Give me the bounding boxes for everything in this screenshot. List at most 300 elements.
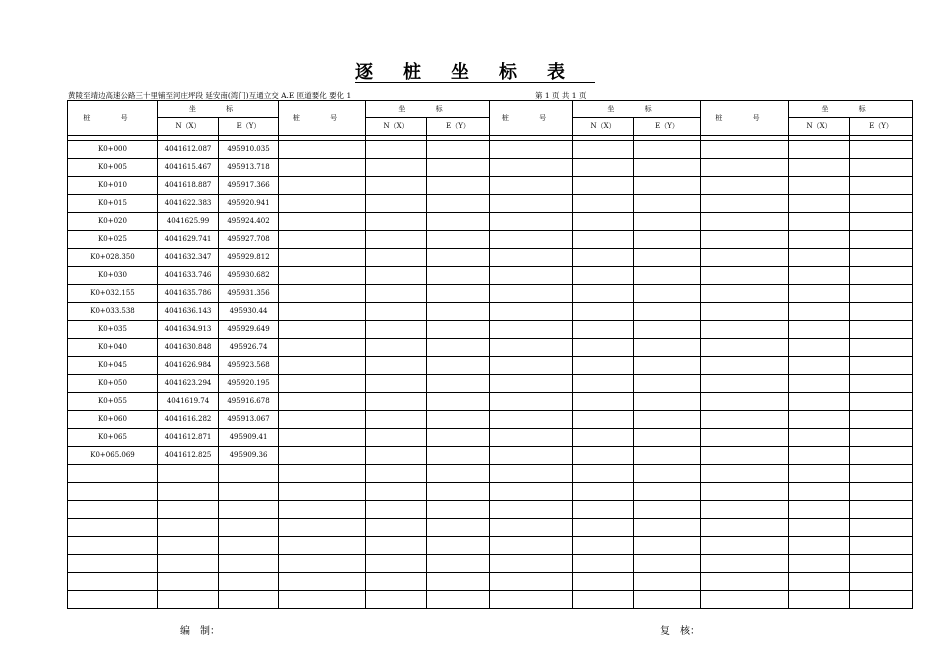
empty-cell (279, 321, 366, 339)
empty-cell (789, 339, 850, 357)
prepared-by-label: 编 制： (180, 626, 220, 637)
empty-cell (490, 537, 573, 555)
station-header: 桩 号 (279, 101, 366, 136)
empty-cell (850, 465, 913, 483)
empty-cell (634, 411, 701, 429)
empty-cell (789, 447, 850, 465)
table-row (68, 321, 913, 339)
empty-cell (68, 483, 158, 501)
cell-station: K0+000 (68, 141, 158, 159)
empty-cell (573, 321, 634, 339)
empty-cell (789, 195, 850, 213)
empty-cell (850, 267, 913, 285)
empty-cell (490, 501, 573, 519)
cell-n: 4041632.347 (158, 249, 219, 267)
empty-cell (427, 177, 490, 195)
empty-cell (490, 213, 573, 231)
table-row (68, 159, 913, 177)
empty-cell (490, 339, 573, 357)
cell-n: 4041623.294 (158, 375, 219, 393)
cell-station: K0+055 (68, 393, 158, 411)
empty-row (68, 465, 913, 483)
empty-cell (573, 591, 634, 609)
empty-cell (279, 285, 366, 303)
empty-cell (427, 447, 490, 465)
empty-cell (366, 321, 427, 339)
cell-e: 495923.568 (219, 357, 279, 375)
empty-cell (701, 267, 789, 285)
empty-cell (573, 555, 634, 573)
empty-cell (573, 267, 634, 285)
empty-cell (573, 501, 634, 519)
empty-cell (490, 303, 573, 321)
cell-n: 4041634.913 (158, 321, 219, 339)
cell-station: K0+035 (68, 321, 158, 339)
empty-cell (789, 393, 850, 411)
empty-cell (701, 321, 789, 339)
cell-e: 495927.708 (219, 231, 279, 249)
empty-cell (366, 177, 427, 195)
empty-cell (68, 501, 158, 519)
empty-cell (366, 591, 427, 609)
coord-header: 坐 标 (158, 101, 279, 118)
empty-cell (789, 429, 850, 447)
empty-cell (366, 465, 427, 483)
empty-cell (158, 519, 219, 537)
empty-cell (366, 375, 427, 393)
cell-e: 495929.812 (219, 249, 279, 267)
project-subtitle: 黄陵至靖边高速公路三十里铺至河庄坪段 延安南(湾门)互通立交 A.E 匝道要化 要化 1 (68, 91, 352, 100)
empty-cell (701, 231, 789, 249)
empty-cell (789, 465, 850, 483)
empty-cell (490, 591, 573, 609)
cell-station: K0+045 (68, 357, 158, 375)
empty-cell (701, 303, 789, 321)
empty-cell (850, 195, 913, 213)
empty-cell (789, 267, 850, 285)
empty-cell (427, 501, 490, 519)
empty-cell (789, 249, 850, 267)
cell-e: 495913.067 (219, 411, 279, 429)
table-row (68, 357, 913, 375)
empty-cell (573, 285, 634, 303)
empty-cell (850, 285, 913, 303)
cell-n: 4041612.871 (158, 429, 219, 447)
empty-cell (573, 177, 634, 195)
empty-cell (279, 141, 366, 159)
empty-row (68, 591, 913, 609)
empty-cell (789, 321, 850, 339)
empty-cell (850, 141, 913, 159)
empty-cell (279, 339, 366, 357)
empty-cell (279, 159, 366, 177)
n-header: N（X） (366, 118, 427, 136)
empty-cell (573, 249, 634, 267)
empty-cell (850, 321, 913, 339)
empty-cell (701, 285, 789, 303)
empty-cell (427, 465, 490, 483)
empty-cell (634, 339, 701, 357)
cell-n: 4041619.74 (158, 393, 219, 411)
cell-station: K0+025 (68, 231, 158, 249)
empty-cell (634, 213, 701, 231)
empty-cell (573, 375, 634, 393)
cell-n: 4041633.746 (158, 267, 219, 285)
empty-cell (789, 357, 850, 375)
cell-n: 4041618.887 (158, 177, 219, 195)
empty-cell (279, 465, 366, 483)
cell-station: K0+065.069 (68, 447, 158, 465)
empty-cell (366, 519, 427, 537)
empty-cell (490, 267, 573, 285)
empty-cell (634, 375, 701, 393)
empty-cell (573, 519, 634, 537)
empty-cell (634, 231, 701, 249)
empty-cell (789, 519, 850, 537)
empty-cell (850, 429, 913, 447)
empty-cell (427, 537, 490, 555)
empty-cell (850, 411, 913, 429)
empty-cell (634, 177, 701, 195)
empty-cell (279, 555, 366, 573)
empty-cell (850, 375, 913, 393)
n-header: N（X） (789, 118, 850, 136)
empty-row (68, 555, 913, 573)
cell-station: K0+030 (68, 267, 158, 285)
table-row (68, 429, 913, 447)
station-header: 桩 号 (68, 101, 158, 136)
empty-cell (573, 429, 634, 447)
station-header: 桩 号 (701, 101, 789, 136)
empty-cell (573, 447, 634, 465)
empty-cell (366, 339, 427, 357)
empty-cell (850, 231, 913, 249)
cell-station: K0+028.350 (68, 249, 158, 267)
empty-cell (427, 195, 490, 213)
empty-cell (573, 213, 634, 231)
empty-cell (789, 213, 850, 231)
empty-cell (701, 195, 789, 213)
coordinate-table (67, 100, 913, 609)
cell-station: K0+033.538 (68, 303, 158, 321)
empty-cell (850, 483, 913, 501)
empty-cell (634, 285, 701, 303)
empty-cell (573, 393, 634, 411)
table-row (68, 213, 913, 231)
empty-cell (850, 573, 913, 591)
empty-cell (490, 159, 573, 177)
empty-cell (634, 321, 701, 339)
n-header: N（X） (158, 118, 219, 136)
coord-header: 坐 标 (366, 101, 490, 118)
empty-cell (701, 357, 789, 375)
empty-cell (427, 393, 490, 411)
empty-cell (366, 267, 427, 285)
empty-cell (427, 285, 490, 303)
empty-row (68, 537, 913, 555)
e-header: E（Y） (634, 118, 701, 136)
empty-cell (850, 303, 913, 321)
empty-cell (279, 591, 366, 609)
empty-cell (427, 339, 490, 357)
empty-cell (634, 591, 701, 609)
empty-cell (68, 591, 158, 609)
cell-station: K0+060 (68, 411, 158, 429)
empty-cell (701, 591, 789, 609)
cell-station: K0+020 (68, 213, 158, 231)
empty-cell (634, 447, 701, 465)
empty-cell (68, 537, 158, 555)
empty-cell (366, 159, 427, 177)
empty-cell (573, 231, 634, 249)
empty-cell (634, 303, 701, 321)
empty-cell (158, 591, 219, 609)
empty-cell (219, 537, 279, 555)
table-row (68, 177, 913, 195)
reviewed-by-label: 复 核： (660, 626, 700, 637)
cell-n: 4041612.087 (158, 141, 219, 159)
empty-cell (427, 141, 490, 159)
empty-cell (366, 411, 427, 429)
empty-cell (701, 213, 789, 231)
empty-cell (427, 159, 490, 177)
cell-e: 495909.36 (219, 447, 279, 465)
empty-cell (490, 447, 573, 465)
empty-cell (789, 591, 850, 609)
empty-cell (427, 357, 490, 375)
empty-cell (701, 573, 789, 591)
n-header: N（X） (573, 118, 634, 136)
empty-cell (850, 249, 913, 267)
empty-cell (68, 555, 158, 573)
table-row (68, 267, 913, 285)
empty-cell (219, 501, 279, 519)
empty-cell (701, 339, 789, 357)
empty-cell (219, 483, 279, 501)
empty-cell (789, 303, 850, 321)
cell-e: 495910.035 (219, 141, 279, 159)
empty-cell (366, 231, 427, 249)
table-row (68, 285, 913, 303)
empty-cell (427, 231, 490, 249)
empty-cell (789, 555, 850, 573)
empty-cell (219, 573, 279, 591)
empty-cell (68, 573, 158, 591)
empty-cell (850, 555, 913, 573)
cell-e: 495926.74 (219, 339, 279, 357)
empty-cell (279, 267, 366, 285)
cell-station: K0+015 (68, 195, 158, 213)
empty-cell (490, 357, 573, 375)
cell-station: K0+010 (68, 177, 158, 195)
cell-n: 4041636.143 (158, 303, 219, 321)
e-header: E（Y） (219, 118, 279, 136)
empty-cell (158, 465, 219, 483)
page-info: 第 1 页 共 1 页 (535, 91, 587, 100)
cell-n: 4041622.383 (158, 195, 219, 213)
empty-cell (366, 555, 427, 573)
empty-cell (490, 519, 573, 537)
cell-n: 4041630.848 (158, 339, 219, 357)
cell-e: 495920.195 (219, 375, 279, 393)
empty-cell (490, 375, 573, 393)
empty-cell (219, 555, 279, 573)
empty-cell (490, 285, 573, 303)
empty-cell (789, 141, 850, 159)
empty-cell (279, 303, 366, 321)
empty-cell (366, 141, 427, 159)
cell-e: 495924.402 (219, 213, 279, 231)
empty-cell (701, 177, 789, 195)
empty-cell (701, 249, 789, 267)
empty-cell (634, 501, 701, 519)
empty-cell (279, 393, 366, 411)
cell-e: 495929.649 (219, 321, 279, 339)
empty-cell (366, 573, 427, 591)
empty-cell (634, 159, 701, 177)
empty-cell (850, 339, 913, 357)
empty-cell (279, 177, 366, 195)
empty-cell (279, 213, 366, 231)
empty-cell (789, 375, 850, 393)
empty-cell (701, 465, 789, 483)
cell-n: 4041626.984 (158, 357, 219, 375)
cell-n: 4041616.282 (158, 411, 219, 429)
empty-cell (850, 357, 913, 375)
empty-cell (789, 411, 850, 429)
table-row (68, 303, 913, 321)
empty-cell (279, 195, 366, 213)
empty-cell (789, 285, 850, 303)
cell-station: K0+032.155 (68, 285, 158, 303)
table-row (68, 447, 913, 465)
cell-n: 4041625.99 (158, 213, 219, 231)
empty-cell (427, 591, 490, 609)
empty-cell (279, 483, 366, 501)
empty-cell (701, 375, 789, 393)
empty-cell (701, 501, 789, 519)
empty-cell (490, 573, 573, 591)
empty-cell (850, 447, 913, 465)
cell-e: 495913.718 (219, 159, 279, 177)
empty-cell (158, 537, 219, 555)
empty-cell (366, 429, 427, 447)
empty-cell (279, 375, 366, 393)
empty-cell (850, 393, 913, 411)
empty-cell (789, 501, 850, 519)
empty-cell (789, 537, 850, 555)
cell-n: 4041612.825 (158, 447, 219, 465)
table-row (68, 141, 913, 159)
empty-cell (279, 519, 366, 537)
empty-cell (219, 465, 279, 483)
empty-cell (573, 483, 634, 501)
coord-header: 坐 标 (789, 101, 913, 118)
cell-n: 4041615.467 (158, 159, 219, 177)
cell-e: 495931.356 (219, 285, 279, 303)
cell-e: 495920.941 (219, 195, 279, 213)
empty-cell (427, 375, 490, 393)
empty-cell (573, 195, 634, 213)
cell-e: 495909.41 (219, 429, 279, 447)
empty-cell (490, 465, 573, 483)
cell-n: 4041629.741 (158, 231, 219, 249)
cell-n: 4041635.786 (158, 285, 219, 303)
empty-cell (427, 429, 490, 447)
empty-cell (490, 177, 573, 195)
empty-cell (634, 537, 701, 555)
empty-cell (427, 213, 490, 231)
empty-cell (789, 573, 850, 591)
empty-cell (279, 357, 366, 375)
empty-cell (573, 465, 634, 483)
empty-cell (634, 519, 701, 537)
empty-cell (701, 519, 789, 537)
empty-cell (850, 159, 913, 177)
empty-cell (701, 411, 789, 429)
empty-cell (634, 357, 701, 375)
empty-cell (219, 591, 279, 609)
empty-cell (279, 429, 366, 447)
empty-cell (573, 303, 634, 321)
table-row (68, 195, 913, 213)
empty-row (68, 501, 913, 519)
empty-cell (573, 141, 634, 159)
empty-cell (279, 537, 366, 555)
empty-cell (634, 429, 701, 447)
empty-cell (701, 393, 789, 411)
empty-cell (427, 519, 490, 537)
table-row (68, 231, 913, 249)
empty-cell (366, 483, 427, 501)
empty-cell (427, 555, 490, 573)
empty-row (68, 483, 913, 501)
empty-cell (789, 177, 850, 195)
empty-cell (219, 519, 279, 537)
empty-cell (158, 573, 219, 591)
empty-cell (850, 519, 913, 537)
empty-cell (366, 501, 427, 519)
empty-cell (366, 537, 427, 555)
empty-cell (701, 429, 789, 447)
empty-cell (634, 483, 701, 501)
table-row (68, 339, 913, 357)
empty-cell (490, 393, 573, 411)
table-row (68, 411, 913, 429)
empty-cell (366, 357, 427, 375)
table-row (68, 393, 913, 411)
empty-cell (68, 519, 158, 537)
empty-cell (701, 483, 789, 501)
empty-cell (701, 555, 789, 573)
empty-cell (634, 141, 701, 159)
empty-cell (490, 429, 573, 447)
empty-cell (427, 267, 490, 285)
cell-e: 495916.678 (219, 393, 279, 411)
empty-cell (573, 159, 634, 177)
empty-cell (366, 447, 427, 465)
station-header: 桩 号 (490, 101, 573, 136)
empty-cell (789, 231, 850, 249)
empty-cell (701, 447, 789, 465)
table-row (68, 375, 913, 393)
empty-row (68, 573, 913, 591)
empty-cell (427, 249, 490, 267)
empty-cell (634, 393, 701, 411)
empty-cell (427, 573, 490, 591)
empty-cell (158, 501, 219, 519)
empty-cell (850, 213, 913, 231)
